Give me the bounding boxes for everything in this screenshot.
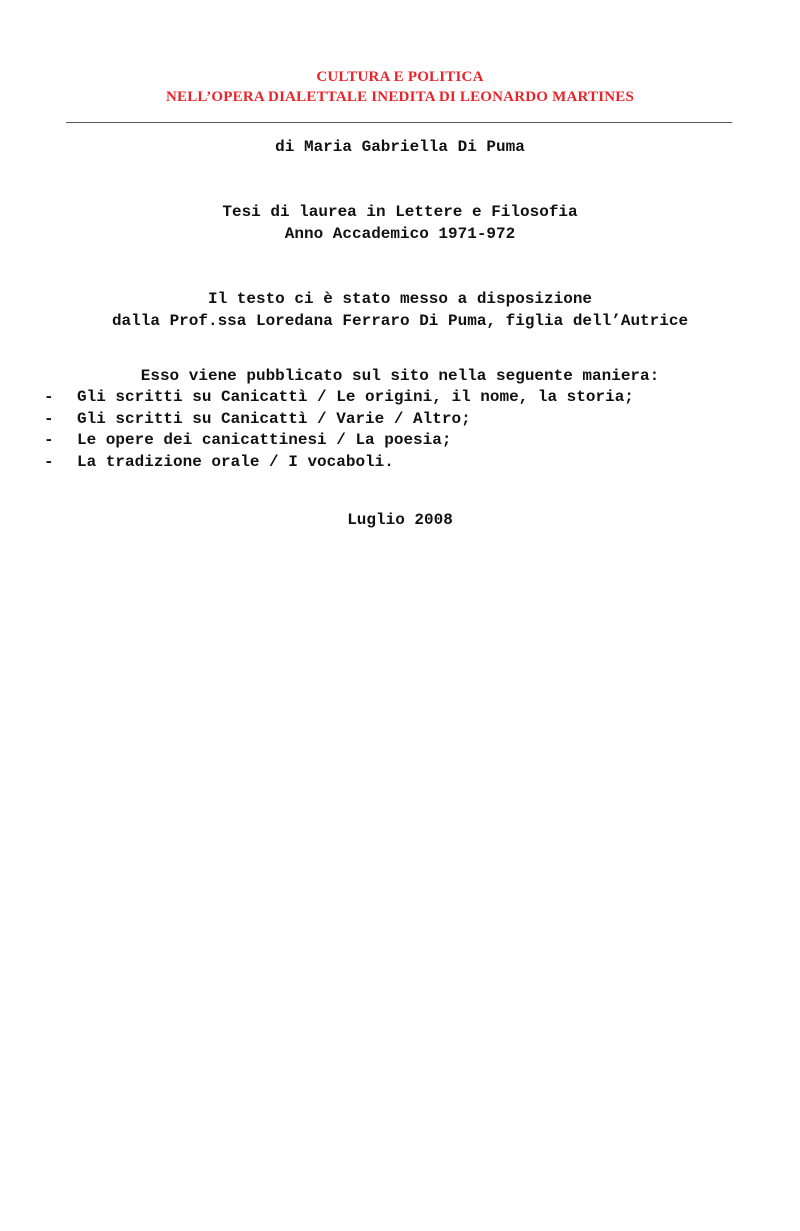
list-item-text: Le opere dei canicattinesi / La poesia;: [77, 431, 452, 449]
thesis-line-1: Tesi di laurea in Lettere e Filosofia: [222, 203, 578, 221]
credits-line-2: dalla Prof.ssa Loredana Ferraro Di Puma, figlia dell’Autrice: [111, 312, 689, 330]
author-line: di Maria Gabriella Di Puma: [275, 138, 525, 156]
credits-line-1: Il testo ci è stato messo a disposizione: [207, 290, 593, 308]
document-title: [0, 67, 800, 107]
thesis-info: [0, 201, 800, 245]
list-item: [44, 387, 634, 409]
publication-date: Luglio 2008: [347, 511, 453, 529]
list-item-text: La tradizione orale / I vocaboli.: [77, 452, 394, 471]
bullet-dash: -: [44, 452, 54, 471]
bullet-dash: -: [44, 431, 54, 449]
title-line-2: NELL’OPERA DIALETTALE INEDITA DI LEONARDO MARTINES: [165, 89, 635, 105]
bullet-dash: -: [44, 388, 54, 406]
list-item: [44, 452, 634, 474]
thesis-line-2: Anno Accademico 1971-972: [284, 225, 516, 243]
title-divider: [66, 122, 732, 123]
bullet-dash: -: [44, 409, 54, 428]
title-line-1: CULTURA E POLITICA: [316, 69, 484, 85]
list-item: [44, 430, 634, 452]
list-item: [44, 409, 634, 431]
publication-list: [44, 387, 634, 473]
list-item-text: Gli scritti su Canicattì / Le origini, il nome, la storia;: [77, 388, 634, 406]
publication-intro: Esso viene pubblicato sul sito nella seguente maniera:: [140, 367, 660, 385]
credits-info: [0, 288, 800, 332]
list-item-text: Gli scritti su Canicattì / Varie / Altro;: [77, 409, 471, 428]
